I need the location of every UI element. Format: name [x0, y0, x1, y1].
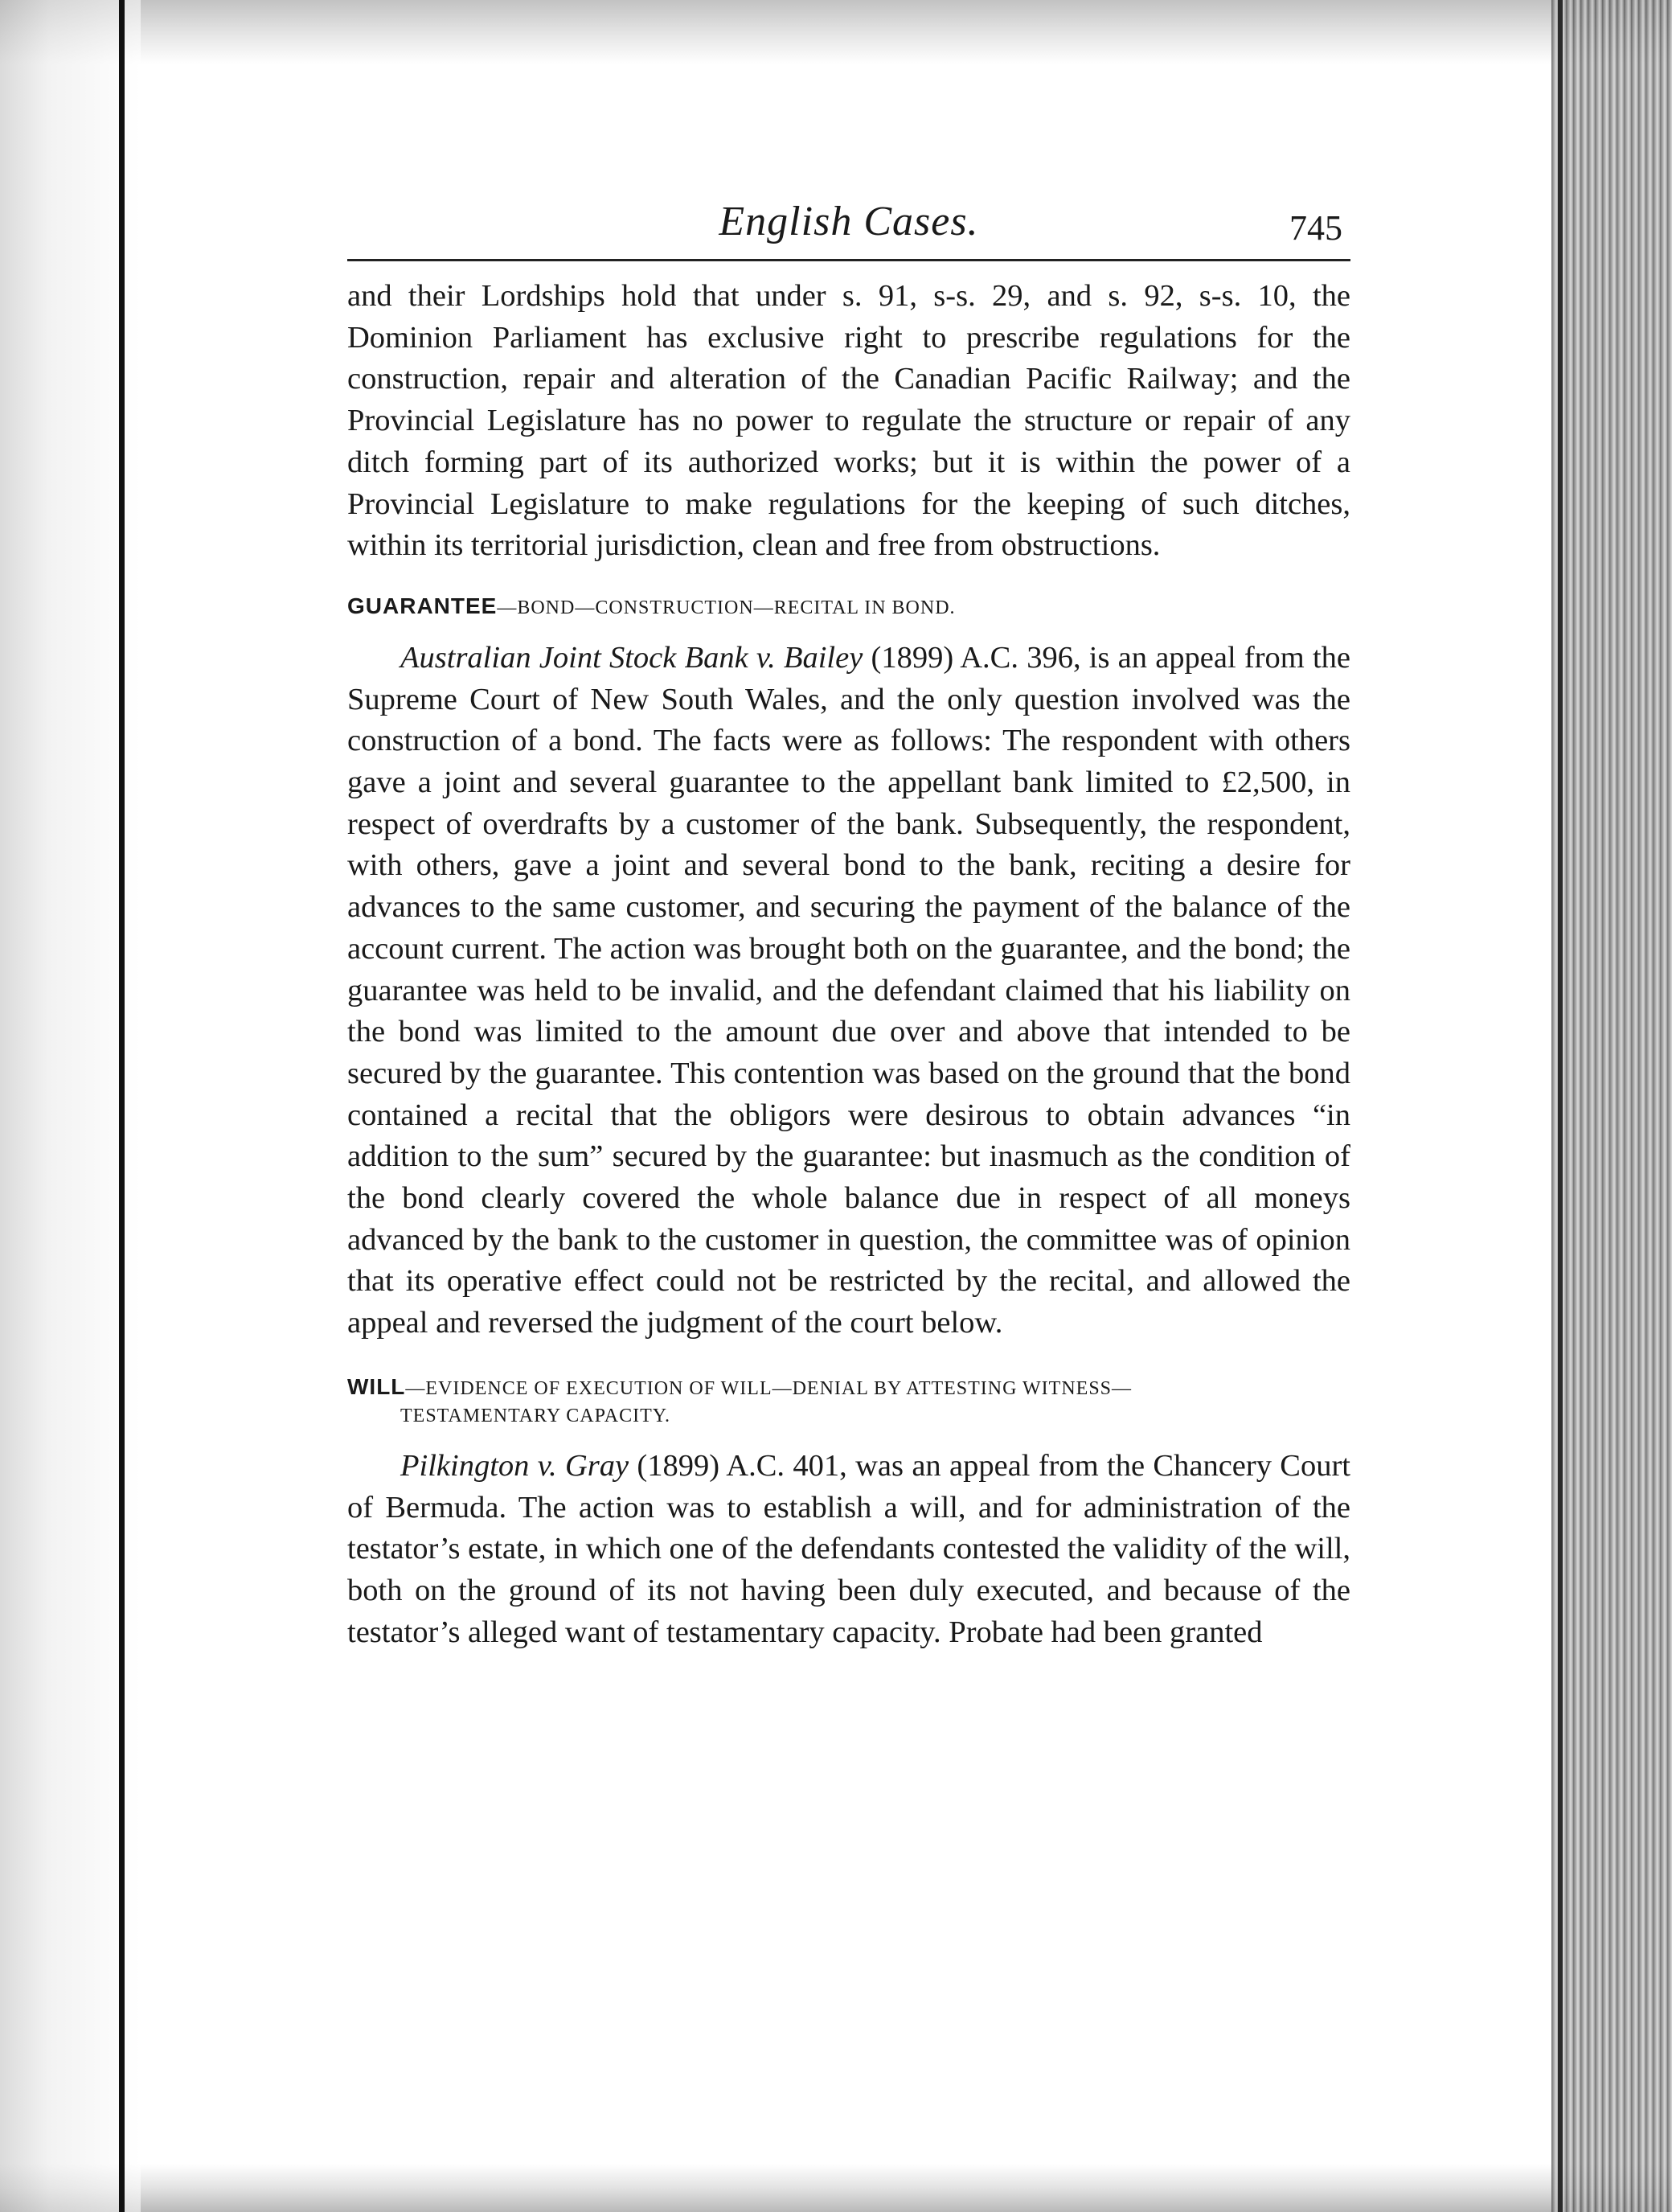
section-keyword: WILL	[347, 1373, 406, 1399]
header-rule	[347, 259, 1350, 261]
section-keyword: GUARANTEE	[347, 593, 498, 618]
section-heading-guarantee	[347, 593, 1350, 622]
page-number: 745	[1289, 208, 1342, 248]
running-title: English Cases.	[719, 199, 979, 244]
case-body: (1899) A.C. 401, was an appeal from the Chancery Court of Bermuda. The action was to establish a will, and for administration of the testator’s estate, in which one of the defendants contested the validity of the will, both on the ground of its not having been duly executed, and because of the testator’s alleged want of testamentary capacity. Probate had been granted	[347, 1448, 1350, 1649]
case-paragraph-pilkington	[347, 1446, 1350, 1654]
section-subhead: —BOND—CONSTRUCTION—RECITAL IN BOND.	[497, 597, 956, 618]
case-body: (1899) A.C. 396, is an appeal from the Supreme Court of New South Wales, and the only question involved was the construction of a bond. The facts were as follows: The respondent with others gave a joint and several guarantee to the appellant bank limited to £2,500, in respect of overdrafts by a customer of the bank. Subsequently, the respondent, with others, gave a joint and several bond to the bank, reciting a desire for advances to the same customer, and securing the payment of the balance of the account current. The action was brought both on the guarantee, and the bond; the guarantee was held to be invalid, and the defendant claimed that his liability on the bond was limited to the amount due over and above that intended to be secured by the guarantee. This contention was based on the ground that the bond contained a recital that the obligors were desirous to obtain advances “in addition to the sum” secured by the guarantee: but inasmuch as the condition of the bond clearly covered the whole balance due in respect of all moneys advanced by the bank to the customer in question, the committee was of opinion that its operative effect could not be restricted by the recital, and allowed the appeal and reversed the judgment of the court below.	[347, 640, 1350, 1340]
scan-binding-line	[119, 0, 125, 2212]
scan-bottom-shadow	[0, 2164, 1672, 2212]
case-paragraph-bailey	[347, 638, 1350, 1344]
scan-page-edges	[1551, 0, 1672, 2212]
section-subhead-continued: TESTAMENTARY CAPACITY.	[400, 1405, 670, 1426]
section-subhead: —EVIDENCE OF EXECUTION OF WILL—DENIAL BY ATTESTING WITNESS—	[405, 1377, 1133, 1399]
case-name: Pilkington v. Gray	[400, 1448, 629, 1483]
book-page	[347, 193, 1350, 1653]
opening-paragraph: and their Lordships hold that under s. 91, s-s. 29, and s. 92, s-s. 10, the Dominion Parliament has exclusive right to prescribe regulations for the construction, repair and alteration of the Canadian Pacific Railway; and the Provincial Legislature has no power to regulate the structure or repair of any ditch forming part of its authorized works; but it is within the power of a Provincial Legislature to make regulations for the keeping of such ditches, within its territorial jurisdiction, clean and free from obstructions.	[347, 279, 1350, 563]
scan-right-line	[1558, 0, 1563, 2212]
case-name: Australian Joint Stock Bank v. Bailey	[400, 640, 863, 675]
scan-top-shadow	[0, 0, 1672, 64]
section-heading-will	[347, 1373, 1350, 1430]
running-header	[347, 193, 1350, 257]
